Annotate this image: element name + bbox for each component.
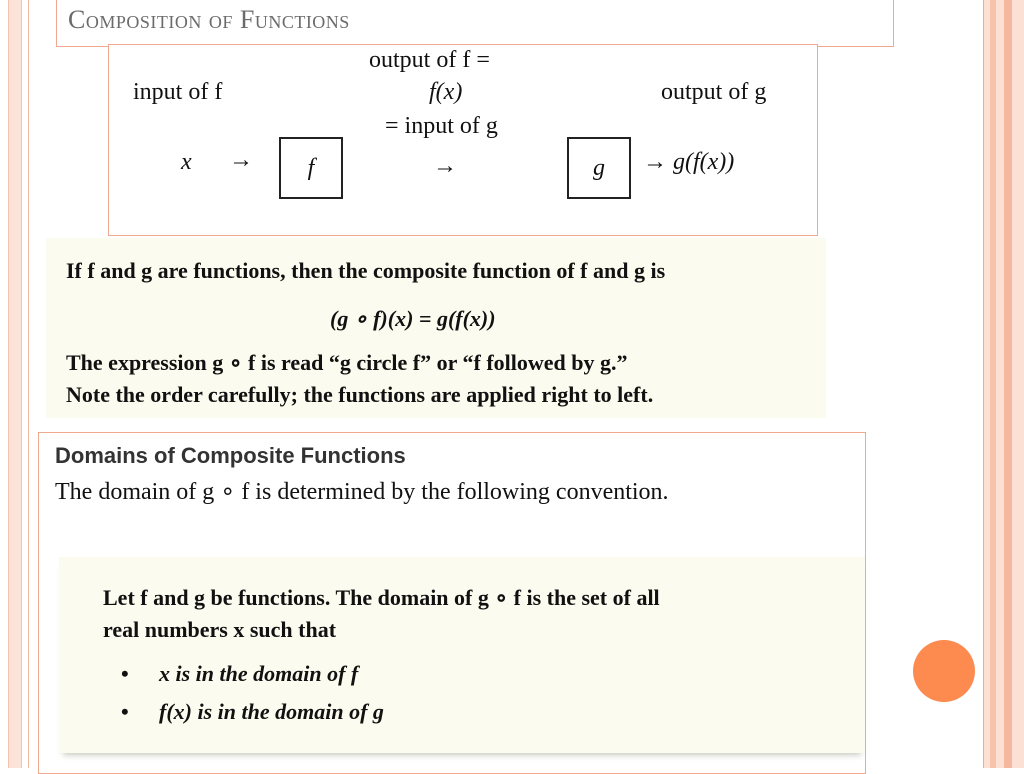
definition-line-3: The expression g ∘ f is read “g circle f” or “f followed by g.” — [66, 350, 628, 375]
domains-section — [38, 432, 866, 774]
input-of-g-label: = input of g — [385, 113, 498, 139]
output-of-g-label: output of g — [661, 79, 767, 105]
arrow-middle: → — [433, 153, 457, 179]
domain-rule-box — [59, 557, 865, 753]
domain-condition-1: x is in the domain of f — [159, 661, 359, 686]
bullet-icon: • — [121, 661, 129, 686]
domain-rule-line-1: Let f and g be functions. The domain of g ∘ f is the set of all — [103, 585, 660, 610]
output-of-f-label: output of f = — [369, 47, 490, 73]
composite-function-definition — [46, 238, 826, 418]
definition-line-1: If f and g are functions, then the composite function of f and g is — [66, 258, 666, 283]
left-frame-decoration — [0, 0, 29, 768]
f-of-x-label: f(x) — [429, 79, 463, 105]
g-of-f-of-x-result: → g(f(x)) — [643, 149, 735, 175]
function-f-box: f — [279, 137, 343, 199]
domains-heading: Domains of Composite Functions — [55, 443, 406, 468]
composition-formula: (g ∘ f)(x) = g(f(x)) — [330, 306, 496, 331]
domain-rule-line-2: real numbers x such that — [103, 617, 337, 642]
domain-condition-2: f(x) is in the domain of g — [159, 699, 384, 724]
composition-diagram — [108, 44, 818, 236]
definition-line-4: Note the order carefully; the functions are applied right to left. — [66, 382, 654, 407]
function-g-box: g — [567, 137, 631, 199]
x-symbol: x — [181, 149, 192, 175]
arrow-to-f: → — [229, 147, 253, 173]
domains-convention-text: The domain of g ∘ f is determined by the following convention. — [55, 479, 669, 505]
bullet-icon: • — [121, 699, 129, 724]
slide-title: Composition of Functions — [68, 5, 350, 34]
right-frame-decoration — [983, 0, 1024, 768]
orange-circle-decoration — [913, 640, 975, 702]
input-of-f-label: input of f — [133, 79, 223, 105]
